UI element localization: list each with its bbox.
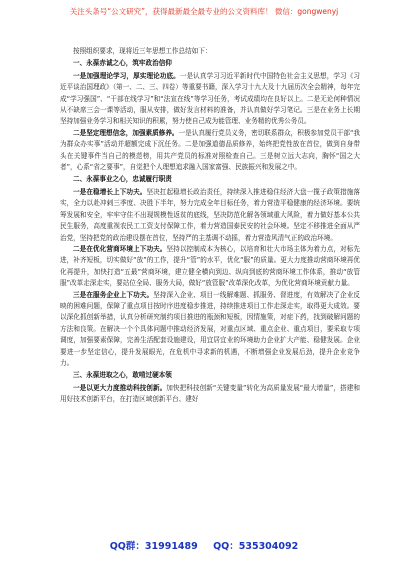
section-2-paragraph-2 <box>60 244 360 290</box>
paragraph-lead: 一是加强理论学习，厚实理论功底。 <box>73 71 180 80</box>
section-2-paragraph-3 <box>60 290 360 370</box>
section-1-paragraph-2 <box>60 128 360 174</box>
header-banner: 关注头条号“公文研究”，获得最新最全最专业的公文资料库！ 微信：gongwenyj <box>69 7 339 16</box>
section-2-paragraph-1 <box>60 187 360 244</box>
footer-contact <box>0 540 408 554</box>
paragraph-text: 坚持以控制成本为核心，以培育和壮大市场主体为着力点，对标先进，补齐短板，切实做好“放”的工作，提升“管”的水平，优化“服”的质量。更大力度推动营商环境再优化再提升，加快打造“五最”营商环境，建立健全横向到边、纵向到底的营商环境工作体系，推动“放管服”改革走深走实，要站位全局、服务大局，做好“放管服”改革深化改革，为优化营商环境贡献力量。 <box>60 244 360 288</box>
paragraph-text: 坚决扛起稳增长政治责任，持续深入推进稳住经济大盘一揽子政策措施落实，全力以赴冲刺三季度、决胜下半年，努力完成全年目标任务，着力营造平稳健康的经济环境。要统筹发展和安全，牢牢守住不出现规模性返贫的底线，坚决防范化解各领域重大风险，着力做好基本公共民生服务，高度重视农民工工资支付保障工作，着力营造国泰民安的社会环境。坚定不移推进全面从严治党，坚持把党的政治建设摆在首位，坚持严的主基调不动摇，着力营造风清气正的政治环境。 <box>60 187 361 242</box>
qq-group-number: QQ群：31991489 <box>109 541 198 552</box>
paragraph-lead: 一是在稳增长上下功夫。 <box>73 187 147 196</box>
qq-number: QQ：535304092 <box>213 541 299 552</box>
paragraph-lead: 二是坚定理想信念，加强素质修养。 <box>73 128 179 137</box>
paragraph-lead: 二是在优化营商环境上下功夫。 <box>73 244 167 253</box>
intro-paragraph: 按照组织要求，现将近三年思想工作总结如下： <box>73 47 212 55</box>
paragraph-text: 坚持深入企业、项目一线解难题、抓服务、督进度，有效解决了企业反映的困难问题，保障了重点项目按时序进度稳步推进，持续推进项目工作走深走实，取得更大成效。要以深化抓创新举措，认真分析研究制约项目推进的瓶颈和短板，因情施策，对症下药，找到破解问题的方法和良策。在解决一个个具体问题中推动经济发展，对重点区域、重点企业、重点项目，要采取专项调度，加强要素保障，完善生活配套设施建设，用宜居宜业的环境助力企业扩大产能、稳健发展。企业要进一步坚定信心，提升发展眼光，在危机中寻求新的机遇，不断增强企业发展后劲，提升企业竞争力。 <box>60 290 361 367</box>
document-body <box>60 46 360 406</box>
section-3-paragraph-1 <box>60 383 360 406</box>
section-2-heading: 二、永葆事业之心，忠诚履行职责 <box>73 175 172 184</box>
paragraph-text: 一是认真学习习近平新时代中国特色社会主义思想，学习《习近平谈治国理政》（第一、二、三、四卷）等重要书籍，深入学习十九大及十九届历次全会精神，每年完成“学习强国”、“干部在线学习”和“法宣在线”等学习任务，考试成绩均在良好以上。二是无论何种情况从不缺席三会一课等活动，服从安排，做好发言材料的准备，并认真做好学习笔记。三是在业务上长期坚持加强业务学习和相关知识的积累，努力使自己成为能管理、业务精的优秀公务员。 <box>60 71 361 126</box>
paragraph-text: 一是认真履行党员义务，密切联系群众，积极参加党员干部“我为群众办实事”活动并超额完成下沉任务。二是加强道德品质修养，始终把党性放在首位，做到自身带头在关键事件当自己的模范榜，用共产党员的标准对照检查自己。三是树立远大志向，胸怀“国之大者”，心系“省之要事”，自觉把个人理想追求融入国家富强、民族振兴和发展之中。 <box>60 128 361 172</box>
paragraph-text: 加快把科技创新“关键变量”转化为高质量发展“最大增量”，搭建和用好技术创新平台，在打造区域创新平台、建好 <box>60 383 360 404</box>
section-3-heading: 三、永葆进取之心，敢啃过硬本领 <box>73 371 172 380</box>
section-1-heading: 一、永葆赤诚之心，筑牢政治信仰 <box>73 59 172 68</box>
paragraph-lead: 三是在服务企业上下功夫。 <box>73 290 154 299</box>
paragraph-lead: 一是以更大力度推动科技创新。 <box>73 383 167 392</box>
section-1-paragraph-1 <box>60 71 360 128</box>
